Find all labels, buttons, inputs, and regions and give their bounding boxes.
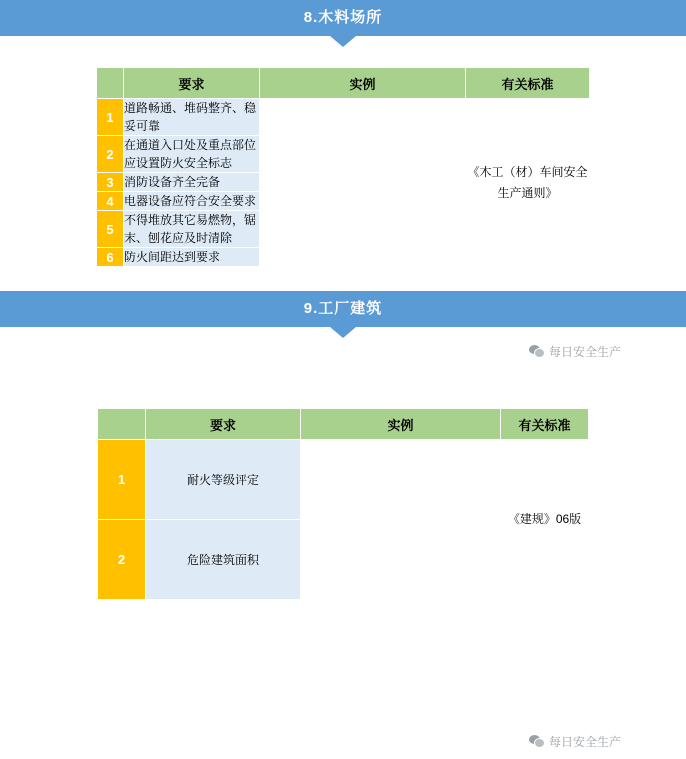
row-number: 3 (97, 173, 124, 192)
row-number: 2 (98, 520, 146, 600)
row-number: 2 (97, 136, 124, 173)
wechat-icon (529, 345, 544, 358)
section-banner-8 (0, 0, 686, 47)
row-requirement: 防火间距达到要求 (124, 248, 260, 267)
row-requirement: 危险建筑面积 (146, 520, 301, 600)
row-requirement: 在通道入口处及重点部位应设置防火安全标志 (124, 136, 260, 173)
col-header-index (98, 409, 146, 440)
standard-cell: 《木工（材）车间安全生产通则》 (466, 99, 590, 267)
banner-arrow-icon (330, 36, 356, 47)
example-cell (260, 99, 466, 267)
row-number: 4 (97, 192, 124, 211)
col-header-example: 实例 (301, 409, 501, 440)
table-wrap-8 (0, 67, 686, 267)
col-header-standard: 有关标准 (466, 68, 590, 99)
wechat-icon (529, 735, 544, 748)
row-requirement: 耐火等级评定 (146, 440, 301, 520)
col-header-example: 实例 (260, 68, 466, 99)
col-header-index (97, 68, 124, 99)
requirements-table-8 (96, 67, 590, 267)
requirements-table-9 (97, 408, 589, 600)
col-header-standard: 有关标准 (501, 409, 589, 440)
table-row (98, 440, 589, 520)
banner-arrow-icon (330, 327, 356, 338)
col-header-requirement: 要求 (146, 409, 301, 440)
watermark-text: 每日安全生产 (549, 345, 622, 359)
example-cell (301, 440, 501, 600)
row-requirement: 电器设备应符合安全要求 (124, 192, 260, 211)
section-title-8: 8.木料场所 (0, 0, 686, 36)
row-requirement: 道路畅通、堆码整齐、稳妥可靠 (124, 99, 260, 136)
col-header-requirement: 要求 (124, 68, 260, 99)
row-number: 1 (97, 99, 124, 136)
standard-cell: 《建规》06版 (501, 440, 589, 600)
table-header-row (97, 68, 590, 99)
table-wrap-9 (0, 408, 686, 600)
table-header-row (98, 409, 589, 440)
row-number: 6 (97, 248, 124, 267)
table-row (97, 99, 590, 136)
section-banner-9 (0, 291, 686, 338)
watermark-bottom (529, 733, 621, 750)
watermark-top (529, 343, 621, 360)
watermark-text: 每日安全生产 (549, 735, 622, 749)
row-number: 1 (98, 440, 146, 520)
section-title-9: 9.工厂建筑 (0, 291, 686, 327)
row-requirement: 消防设备齐全完备 (124, 173, 260, 192)
row-requirement: 不得堆放其它易燃物，锯末、刨花应及时清除 (124, 211, 260, 248)
row-number: 5 (97, 211, 124, 248)
